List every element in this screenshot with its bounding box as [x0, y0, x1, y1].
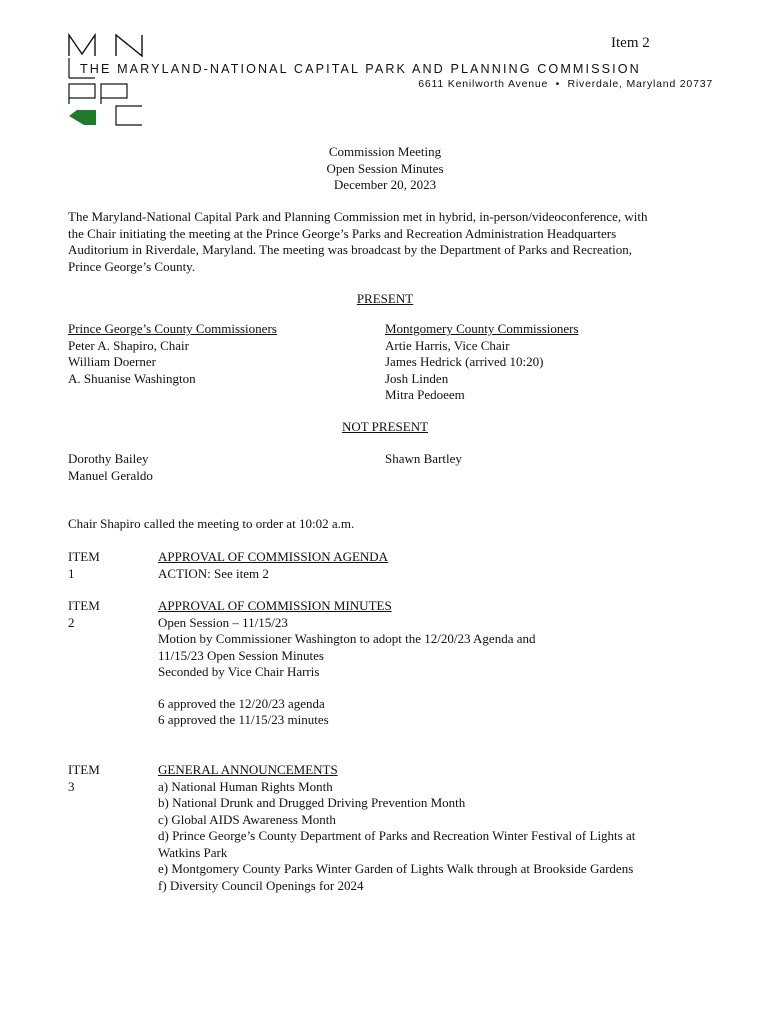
item-label: ITEM 3 [68, 762, 100, 794]
commissioner-name: Mitra Pedoeem [385, 387, 465, 402]
vote-result: 6 approved the 11/15/23 minutes [158, 712, 329, 727]
commissioner-name: A. Shuanise Washington [68, 370, 196, 386]
commissioner-name: William Doerner [68, 354, 156, 369]
document-title [0, 144, 770, 194]
call-to-order: Chair Shapiro called the meeting to order at 10:02 a.m. [68, 516, 355, 531]
present-left-column [68, 321, 277, 387]
item-line: Open Session – 11/15/23 [158, 614, 288, 630]
mncppc-logo [66, 32, 148, 128]
pg-commissioners-heading: Prince George’s County Commissioners [68, 321, 277, 336]
item-reference: Item 2 [611, 35, 650, 51]
item-line: Seconded by Vice Chair Harris [158, 664, 320, 679]
present-heading: PRESENT [356, 291, 414, 306]
title-line-2: Open Session Minutes [326, 160, 444, 176]
commissioner-name: Manuel Geraldo [68, 467, 153, 483]
intro-line: Auditorium in Riverdale, Maryland. The meeting was broadcast by the Department of Parks and Recreation, [68, 242, 633, 257]
item-line: Motion by Commissioner Washington to adopt the 12/20/23 Agenda and [158, 631, 536, 646]
announcement-line: e) Montgomery County Parks Winter Garden of Lights Walk through at Brookside Gardens [158, 861, 634, 876]
not-present-heading: NOT PRESENT [341, 419, 429, 434]
commissioner-name: Josh Linden [385, 370, 449, 386]
item-label: ITEM 2 [68, 598, 100, 630]
intro-line: The Maryland-National Capital Park and Planning Commission met in hybrid, in-person/videoconference, with [68, 209, 648, 224]
commissioner-name: Peter A. Shapiro, Chair [68, 337, 189, 353]
announcement-line: b) National Drunk and Drugged Driving Prevention Month [158, 795, 466, 810]
announcement-line: a) National Human Rights Month [158, 778, 333, 794]
commissioner-name: Shawn Bartley [385, 451, 462, 466]
commissioner-name: James Hedrick (arrived 10:20) [385, 354, 544, 369]
mc-commissioners-heading: Montgomery County Commissioners [385, 321, 579, 336]
present-right-column [385, 321, 579, 404]
intro-line: the Chair initiating the meeting at the Prince George’s Parks and Recreation Administration Headquarters [68, 225, 617, 241]
announcement-line: d) Prince George’s County Department of Parks and Recreation Winter Festival of Lights at [158, 828, 636, 843]
item-label: ITEM 1 [68, 549, 100, 581]
item-heading: APPROVAL OF COMMISSION AGENDA [158, 549, 389, 564]
not-present-right-column [385, 451, 462, 468]
announcement-line: Watkins Park [158, 844, 228, 860]
commissioner-name: Dorothy Bailey [68, 451, 149, 466]
title-line-1: Commission Meeting [328, 144, 442, 159]
announcement-line: f) Diversity Council Openings for 2024 [158, 877, 364, 893]
not-present-left-column [68, 451, 153, 484]
vote-result: 6 approved the 12/20/23 agenda [158, 695, 325, 711]
organization-address: 6611 Kenilworth Avenue • Riverdale, Maryland 20737 [418, 78, 713, 90]
item-heading: GENERAL ANNOUNCEMENTS [158, 762, 338, 777]
organization-name: THE MARYLAND-NATIONAL CAPITAL PARK AND PLANNING COMMISSION [80, 62, 641, 76]
announcement-line: c) Global AIDS Awareness Month [158, 811, 336, 827]
item-line: ACTION: See item 2 [158, 565, 269, 581]
item-heading: APPROVAL OF COMMISSION MINUTES [158, 598, 392, 613]
intro-paragraph [68, 209, 647, 275]
intro-line: Prince George’s County. [68, 258, 196, 274]
title-date: December 20, 2023 [333, 177, 437, 192]
item-line: 11/15/23 Open Session Minutes [158, 647, 324, 663]
commissioner-name: Artie Harris, Vice Chair [385, 337, 510, 353]
